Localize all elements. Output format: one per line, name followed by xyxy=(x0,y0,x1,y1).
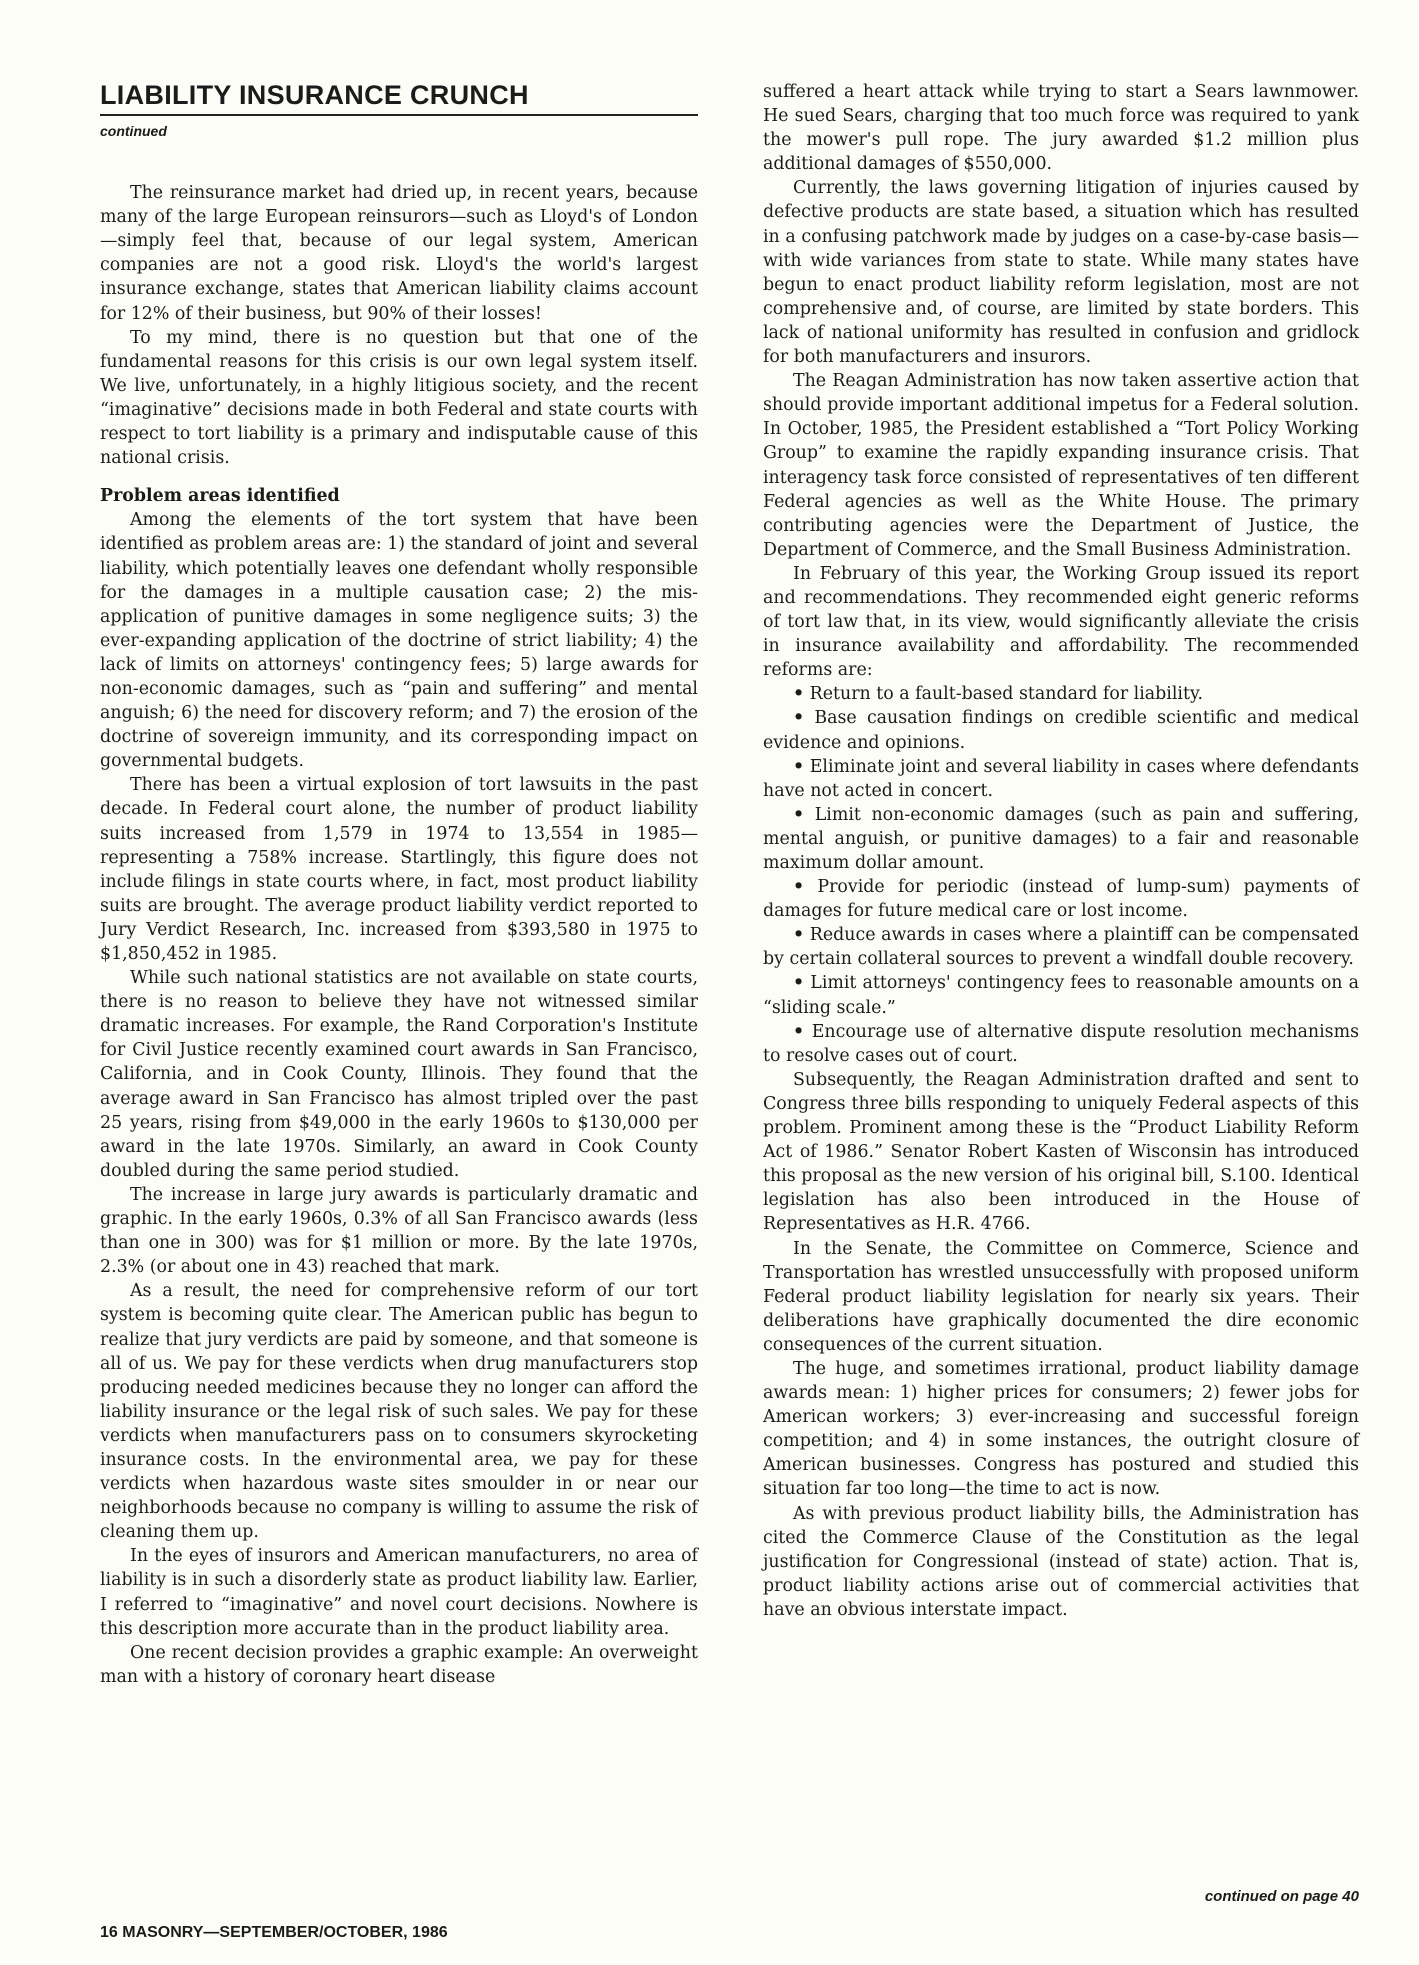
continued-on-page-note: continued on page 40 xyxy=(1204,1888,1359,1905)
paragraph: The increase in large jury awards is particularly dramatic and graphic. In the early 1960s, 0.3% of all San Francisco awards (less than one in 300) was for $1 million or more. By the late 1970s, 2.3% (or about one in 43) reached that mark. xyxy=(100,1184,698,1278)
paragraph: As a result, the need for comprehensive reform of our tort system is becoming quite clear. The American public has begun to realize that jury verdicts are paid by someone, and that someone is all of us. We pay for these verdicts when drug manufacturers stop producing needed medicines because they no longer can afford the liability insurance or the legal risk of such sales. We pay for these verdicts when manufacturers pass on to consumers skyrocketing insurance costs. In the environmental area, we pay for these verdicts when hazardous waste sites smoulder in or near our neighborhoods because no company is willing to assume the risk of cleaning them up. xyxy=(100,1281,698,1543)
bullet-text: Provide for periodic (instead of lump-sum) payments of damages for future medical care or lost income. xyxy=(763,877,1359,922)
bullet-item xyxy=(763,706,1359,754)
bullet-text: Base causation findings on credible scientific and medical evidence and opinions. xyxy=(763,708,1359,753)
paragraph: Currently, the laws governing litigation of injuries caused by defective products are state based, a situation which has resulted in a confusing patchwork made by judges on a case-by-case basis—with wide variances from state to state. While many states have begun to enact product liability reform legislation, most are not comprehensive and, of course, are limited by state borders. This lack of national uniformity has resulted in confusion and gridlock for both manufacturers and insurors. xyxy=(763,178,1359,368)
paragraph: The reinsurance market had dried up, in recent years, because many of the large European reinsurors—such as Lloyd's of London—simply feel that, because of our legal system, American companies are not a good risk. Lloyd's the world's largest insurance exchange, states that American liability claims account for 12% of their business, but 90% of their losses! xyxy=(100,183,698,324)
paragraph: While such national statistics are not available on state courts, there is no reason to believe they have not witnessed similar dramatic increases. For example, the Rand Corporation's Institute for Civil Justice recently examined court awards in San Francisco, California, and in Cook County, Illinois. They found that the average award in San Francisco has almost tripled over the past 25 years, rising from $49,000 in the early 1960s to $130,000 per award in the late 1970s. Similarly, an award in Cook County doubled during the same period studied. xyxy=(100,968,698,1181)
paragraph: To my mind, there is no question but that one of the fundamental reasons for this crisis is our own legal system itself. We live, unfortunately, in a highly litigious society, and the recent “imaginative” decisions made in both Federal and state courts with respect to tort liability is a primary and indisputable cause of this national crisis. xyxy=(100,327,698,469)
left-column xyxy=(100,80,698,1689)
bullet-icon: • xyxy=(793,973,805,994)
bullet-text: Limit non-economic damages (such as pain and suffering, mental anguish, or punitive damages) to a fair and reasonable maximum dollar amount. xyxy=(763,804,1359,873)
paragraph: In the eyes of insurors and American manufacturers, no area of liability is in such a disorderly state as product liability law. Earlier, I referred to “imaginative” and novel court decisions. Nowhere is this description more accurate than in the product liability area. xyxy=(100,1546,698,1639)
paragraph: Among the elements of the tort system that have been identified as problem areas are: 1) the standard of joint and several liability, which potentially leaves one defendant wholly responsible for the damages in a multiple causation case; 2) the mis-application of punitive damages in some negligence suits; 3) the ever-expanding application of the doctrine of strict liability; 4) the lack of limits on attorneys' contingency fees; 5) large awards for non-economic damages, such as “pain and suffering” and mental anguish; 6) the need for discovery reform; and 7) the erosion of the doctrine of sovereign immunity, and its corresponding impact on governmental budgets. xyxy=(100,510,698,772)
bullet-text: Return to a fault-based standard for liability. xyxy=(809,684,1204,705)
continued-label: continued xyxy=(100,123,167,139)
bullet-item xyxy=(763,875,1359,923)
paragraph: The huge, and sometimes irrational, product liability damage awards mean: 1) higher prices for consumers; 2) fewer jobs for American workers; 3) ever-increasing and successful foreign competition; and 4) in some instances, the outright closure of American businesses. Congress has postured and studied this situation far too long—the time to act is now. xyxy=(763,1358,1359,1500)
bullet-icon: • xyxy=(793,684,805,705)
bullet-icon: • xyxy=(793,804,805,825)
headline-rule xyxy=(100,114,698,116)
bullet-item xyxy=(763,682,1359,706)
bullet-text: Reduce awards in cases where a plaintiff can be compensated by certain collateral sources to prevent a windfall double recovery. xyxy=(763,925,1360,970)
bullet-icon: • xyxy=(793,925,805,946)
bullet-icon: • xyxy=(793,708,805,729)
paragraph: suffered a heart attack while trying to start a Sears lawnmower. He sued Sears, charging that too much force was required to yank the mower's pull rope. The jury awarded $1.2 million plus additional damages of $550,000. xyxy=(763,82,1359,175)
paragraph: As with previous product liability bills, the Administration has cited the Commerce Clause of the Constitution as the legal justification for Congressional (instead of state) action. That is, product liability actions arise out of commercial activities that have an obvious interstate impact. xyxy=(763,1503,1359,1620)
right-column xyxy=(763,80,1359,1622)
paragraph: There has been a virtual explosion of tort lawsuits in the past decade. In Federal court alone, the number of product liability suits increased from 1,579 in 1974 to 13,554 in 1985—representing a 758% increase. Startlingly, this figure does not include filings in state courts where, in fact, most product liability suits are brought. The average product liability verdict reported to Jury Verdict Research, Inc. increased from $393,580 in 1975 to $1,850,452 in 1985. xyxy=(100,775,698,964)
bullet-item xyxy=(763,755,1359,803)
bullet-item xyxy=(763,803,1359,875)
paragraph: One recent decision provides a graphic example: An overweight man with a history of coronary heart disease xyxy=(100,1642,698,1687)
paragraph: Subsequently, the Reagan Administration drafted and sent to Congress three bills responding to uniquely Federal aspects of this problem. Prominent among these is the “Product Liability Reform Act of 1986.” Senator Robert Kasten of Wisconsin has introduced this proposal as the new version of his original bill, S.100. Identical legislation has also been introduced in the House of Representatives as H.R. 4766. xyxy=(763,1069,1359,1235)
bullet-icon: • xyxy=(793,877,805,898)
bullet-item xyxy=(763,1020,1359,1068)
bullet-item xyxy=(763,971,1359,1019)
bullet-text: Limit attorneys' contingency fees to reasonable amounts on a “sliding scale.” xyxy=(763,973,1359,1018)
page-folio: 16 MASONRY—SEPTEMBER/OCTOBER, 1986 xyxy=(100,1924,448,1941)
section-subheading: Problem areas identified xyxy=(100,486,340,507)
article-headline: LIABILITY INSURANCE CRUNCH xyxy=(100,80,529,110)
bullet-text: Encourage use of alternative dispute resolution mechanisms to resolve cases out of court. xyxy=(763,1021,1359,1066)
bullet-icon: • xyxy=(793,1021,805,1042)
paragraph: The Reagan Administration has now taken assertive action that should provide important additional impetus for a Federal solution. In October, 1985, the President established a “Tort Policy Working Group” to examine the rapidly expanding insurance crisis. That interagency task force consisted of representatives of ten different Federal agencies as well as the White House. The primary contributing agencies were the Department of Justice, the Department of Commerce, and the Small Business Administration. xyxy=(763,371,1359,560)
paragraph: In February of this year, the Working Group issued its report and recommendations. They recommended eight generic reforms of tort law that, in its view, would significantly alleviate the crisis in insurance availability and affordability. The recommended reforms are: xyxy=(763,563,1359,681)
bullet-text: Eliminate joint and several liability in cases where defendants have not acted in concert. xyxy=(763,756,1359,801)
bullet-icon: • xyxy=(793,756,805,777)
paragraph: In the Senate, the Committee on Commerce, Science and Transportation has wrestled unsuccessfully with proposed uniform Federal product liability legislation for nearly six years. Their deliberations have graphically documented the dire economic consequences of the current situation. xyxy=(763,1238,1359,1355)
bullet-item xyxy=(763,923,1359,971)
